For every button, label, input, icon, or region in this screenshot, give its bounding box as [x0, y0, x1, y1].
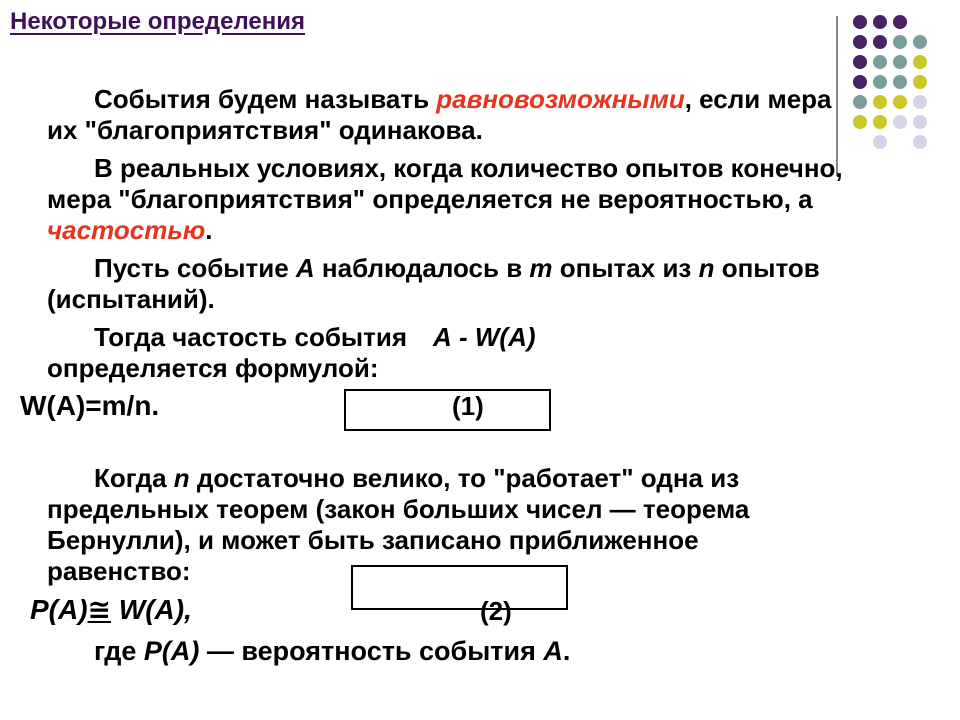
text: опытах из — [552, 253, 699, 283]
dot — [873, 95, 887, 109]
dot — [893, 95, 907, 109]
highlight-term: равновозможными — [436, 84, 685, 114]
dot — [893, 55, 907, 69]
variable: m — [529, 253, 553, 283]
text: События будем называть — [94, 84, 437, 114]
text: В реальных условиях, когда количество опытов конечно, мера "благоприятствия" определяется не вероятностью, а — [47, 153, 843, 214]
formula-rhs: W(A), — [111, 594, 192, 625]
text: достаточно велико, то "работает" одна из предельных теорем (закон больших чисел — теорема Бернулли), и может быть записано приближенное равенство: — [47, 463, 750, 586]
variable: А — [543, 636, 563, 666]
variable: А — [295, 253, 315, 283]
formula-2 — [30, 593, 192, 626]
paragraph-formula-intro — [47, 322, 847, 384]
dot — [873, 115, 887, 129]
dot — [893, 35, 907, 49]
paragraph-probability — [47, 636, 847, 667]
paragraph-frequency — [47, 153, 847, 246]
formula-1: W(A)=m/n. — [20, 390, 160, 421]
formula-lhs: P(A) — [30, 594, 88, 625]
dot — [913, 135, 927, 149]
dot — [873, 35, 887, 49]
dot — [913, 115, 927, 129]
highlight-term: частостью — [47, 215, 206, 245]
text: Пусть событие — [94, 253, 296, 283]
dot — [873, 135, 887, 149]
paragraph-event — [47, 253, 847, 315]
dot — [853, 35, 867, 49]
paragraph-equiprobable — [47, 84, 847, 146]
dot — [913, 95, 927, 109]
text: определяется формулой: — [47, 353, 379, 383]
dot — [913, 35, 927, 49]
dot — [853, 55, 867, 69]
text: наблюдалось в — [314, 253, 530, 283]
text: , если мера их "благоприятствия" одинакова. — [47, 84, 832, 145]
slide-title: Некоторые определения — [10, 8, 305, 35]
dot — [853, 95, 867, 109]
formula-1-box — [344, 389, 551, 431]
dot — [853, 115, 867, 129]
dot — [873, 75, 887, 89]
text: Тогда частость события — [94, 322, 407, 352]
dot — [853, 75, 867, 89]
dot — [893, 115, 907, 129]
dot — [853, 15, 867, 29]
text: опытов (испытаний). — [47, 253, 820, 314]
dot — [913, 55, 927, 69]
dot — [913, 75, 927, 89]
variable: n — [698, 253, 715, 283]
text: — вероятность события — [199, 636, 544, 666]
text: где — [94, 636, 144, 666]
formula-2-number: (2) — [480, 596, 512, 626]
variable: P(A) — [143, 636, 200, 666]
dot — [893, 15, 907, 29]
variable: А - W(A) — [433, 322, 536, 352]
variable: n — [173, 463, 190, 493]
dot — [893, 75, 907, 89]
text: . — [205, 215, 213, 245]
dot — [873, 55, 887, 69]
dot — [873, 15, 887, 29]
text: . — [562, 636, 571, 666]
formula-1-number: (1) — [452, 391, 484, 421]
formula-2-box — [351, 565, 568, 610]
approx-symbol: ≅ — [87, 594, 112, 625]
text: Когда — [94, 463, 174, 493]
